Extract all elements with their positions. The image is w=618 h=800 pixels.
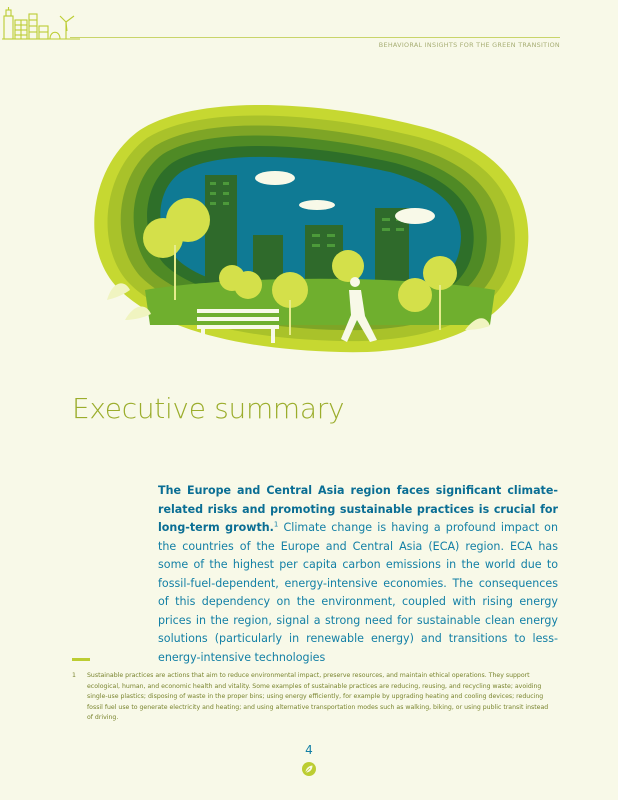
header-rule bbox=[70, 37, 560, 38]
page-number: 4 bbox=[305, 743, 313, 757]
footnote-rule bbox=[72, 658, 90, 661]
body-paragraph bbox=[158, 482, 558, 667]
leaf-icon bbox=[302, 762, 316, 776]
page-title: Executive summary bbox=[72, 392, 345, 425]
footnote-number: 1 bbox=[72, 672, 76, 679]
green-city-papercut-illustration bbox=[85, 90, 545, 375]
footnote-text: Sustainable practices are actions that aim to reduce environmental impact, preserve resources, and maintain ethical operations. They support ecological, human, and economic health and vitality. Some examples of sustainable practices are reducing, reusing, and recycling waste; avoiding single-use plastics; disposing of waste in the proper bins; using energy efficiently, for example by upgrading heating and cooling devices; reducing fossil fuel use to generate electricity and heating; and using alternative transportation modes such as walking, biking, or using public transit instead of driving. bbox=[87, 672, 549, 721]
footnote bbox=[72, 671, 550, 724]
city-windmill-icon bbox=[2, 6, 80, 40]
lead-sentence: The Europe and Central Asia region faces significant climate-related risks and promoting sustainable practices is crucial for long-term growth. bbox=[158, 484, 558, 534]
running-head: BEHAVIORAL INSIGHTS FOR THE GREEN TRANSITION bbox=[378, 41, 560, 49]
body-text: Climate change is having a profound impact on the countries of the Europe and Central Asia (ECA) region. ECA has some of the highest per capita carbon emissions in the world due to fossil-fuel-dependent, energy-intensive economies. The consequences of this dependency on the environment, coupled with rising energy prices in the region, signal a strong need for sustainable clean energy solutions (particularly in renewable energy) and transitions to less-energy-intensive technologies bbox=[158, 521, 558, 664]
footnote-ref[interactable]: 1 bbox=[273, 520, 279, 529]
